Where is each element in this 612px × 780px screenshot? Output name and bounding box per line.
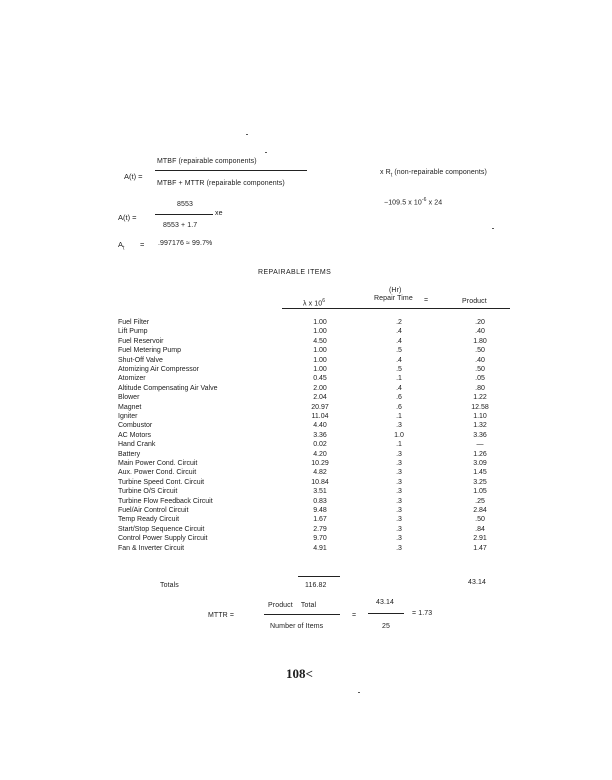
mttr-value-bar bbox=[368, 613, 404, 614]
table-row bbox=[0, 412, 612, 421]
formula-denominator: MTBF + MTTR (repairable components) bbox=[157, 180, 285, 187]
formula-lhs: A(t) = bbox=[124, 172, 143, 181]
table-row bbox=[0, 356, 612, 365]
formula-xe: xe bbox=[215, 210, 223, 217]
item-repair-time: .3 bbox=[396, 535, 402, 543]
table-row bbox=[0, 506, 612, 515]
header-equals: = bbox=[424, 297, 429, 304]
item-name: Atomizer bbox=[118, 375, 146, 383]
item-repair-time: .4 bbox=[396, 337, 402, 345]
totals-label: Totals bbox=[160, 582, 179, 589]
table-row bbox=[0, 515, 612, 524]
item-name: Magnet bbox=[118, 403, 142, 411]
item-repair-time: .5 bbox=[396, 366, 402, 373]
table-row bbox=[0, 384, 612, 393]
table-row bbox=[0, 403, 612, 412]
item-failure-rate: 9.48 bbox=[313, 507, 327, 514]
mttr-label: MTTR = bbox=[208, 612, 235, 619]
header-lambda-base: λ x 10 bbox=[303, 300, 323, 308]
availability-subscript: t bbox=[123, 245, 125, 252]
formula-fraction-bar-2 bbox=[155, 214, 213, 215]
item-failure-rate: 10.29 bbox=[311, 460, 329, 467]
scan-speck bbox=[265, 152, 267, 153]
item-name: Turbine Flow Feedback Circuit bbox=[118, 497, 213, 505]
header-repair-time: Repair Time bbox=[374, 295, 413, 302]
exponent-base: −109.5 x 10 bbox=[384, 199, 422, 207]
item-name: Turbine Speed Cont. Circuit bbox=[118, 478, 205, 486]
item-product: 3.25 bbox=[473, 478, 487, 486]
exponent-tail: x 24 bbox=[426, 199, 443, 207]
item-repair-time: .3 bbox=[396, 516, 402, 524]
table-row bbox=[0, 534, 612, 543]
item-product: 3.36 bbox=[473, 431, 487, 439]
item-name: Altitude Compensating Air Valve bbox=[118, 384, 218, 392]
item-failure-rate: 1.00 bbox=[313, 356, 327, 364]
item-repair-time: .3 bbox=[396, 422, 402, 430]
item-failure-rate: 1.00 bbox=[313, 319, 327, 326]
item-repair-time: .6 bbox=[396, 394, 402, 402]
item-name: Blower bbox=[118, 394, 140, 402]
item-failure-rate: 4.50 bbox=[313, 337, 327, 345]
formula-numerator: MTBF (repairable components) bbox=[157, 158, 257, 165]
item-product: .05 bbox=[475, 375, 485, 383]
table-row bbox=[0, 431, 612, 440]
totals-product: 43.14 bbox=[468, 579, 487, 586]
item-product: .84 bbox=[475, 525, 485, 533]
item-repair-time: .3 bbox=[396, 544, 402, 552]
item-failure-rate: 0.45 bbox=[313, 375, 327, 383]
item-product: .40 bbox=[475, 356, 485, 364]
mttr-equals: = bbox=[352, 612, 357, 619]
item-repair-time: .4 bbox=[396, 328, 402, 336]
item-name: Start/Stop Sequence Circuit bbox=[118, 525, 205, 533]
item-repair-time: .2 bbox=[396, 319, 402, 326]
table-title: REPAIRABLE ITEMS bbox=[258, 269, 332, 276]
scan-speck bbox=[246, 134, 248, 135]
item-failure-rate: 3.51 bbox=[313, 488, 327, 496]
item-repair-time: .3 bbox=[396, 507, 402, 514]
table-row bbox=[0, 440, 612, 449]
table-row bbox=[0, 487, 612, 496]
item-product: .20 bbox=[475, 319, 485, 326]
formula-fraction-bar bbox=[155, 170, 307, 171]
header-lambda bbox=[303, 298, 325, 307]
item-failure-rate: 0.83 bbox=[313, 497, 327, 505]
item-failure-rate: 1.00 bbox=[313, 366, 327, 373]
header-rule bbox=[282, 308, 510, 309]
item-name: Combustor bbox=[118, 422, 153, 430]
availability-symbol: A bbox=[118, 240, 124, 249]
item-failure-rate: 1.67 bbox=[313, 516, 327, 524]
page-number: 108< bbox=[286, 666, 313, 681]
exponent-power: -6 bbox=[421, 197, 427, 203]
item-product: 1.05 bbox=[473, 488, 487, 496]
header-product: Product bbox=[462, 298, 487, 305]
formula-lhs-2: A(t) = bbox=[118, 213, 137, 222]
item-failure-rate: 4.40 bbox=[313, 422, 327, 430]
item-name: Battery bbox=[118, 450, 141, 458]
table-row bbox=[0, 497, 612, 506]
item-name: Fuel Filter bbox=[118, 319, 150, 326]
item-name: Atomizing Air Compressor bbox=[118, 366, 199, 373]
item-repair-time: .4 bbox=[396, 356, 402, 364]
item-failure-rate: 2.04 bbox=[313, 394, 327, 402]
item-repair-time: .3 bbox=[396, 450, 402, 458]
totals-rule-lambda bbox=[298, 576, 340, 577]
item-failure-rate: 4.20 bbox=[313, 450, 327, 458]
item-failure-rate: 20.97 bbox=[311, 403, 329, 411]
item-product: 2.84 bbox=[473, 507, 487, 514]
header-lambda-power: 6 bbox=[322, 298, 326, 304]
table-row bbox=[0, 318, 612, 327]
item-failure-rate: 11.04 bbox=[311, 413, 329, 420]
item-failure-rate: 3.36 bbox=[313, 431, 327, 439]
item-name: Igniter bbox=[118, 413, 138, 420]
table-row bbox=[0, 327, 612, 336]
item-name: Temp Ready Circuit bbox=[118, 516, 180, 524]
item-product: 1.26 bbox=[473, 450, 487, 458]
reliability-term bbox=[380, 169, 487, 178]
table-row bbox=[0, 544, 612, 553]
mttr-den-value: 25 bbox=[382, 623, 390, 630]
item-product: 1.10 bbox=[473, 413, 487, 420]
mttr-result: = 1.73 bbox=[412, 610, 433, 617]
item-repair-time: .6 bbox=[396, 403, 402, 411]
item-product: .50 bbox=[475, 366, 485, 373]
item-name: Turbine O/S Circuit bbox=[118, 488, 178, 496]
item-name: Shut-Off Valve bbox=[118, 356, 163, 364]
item-failure-rate: 1.00 bbox=[313, 347, 327, 355]
item-product: .25 bbox=[475, 497, 485, 505]
item-repair-time: .3 bbox=[396, 460, 402, 467]
item-failure-rate: 4.82 bbox=[313, 469, 327, 477]
availability-result bbox=[118, 240, 124, 252]
item-failure-rate: 2.79 bbox=[313, 525, 327, 533]
item-failure-rate: 2.00 bbox=[313, 384, 327, 392]
item-name: Fuel/Air Control Circuit bbox=[118, 507, 189, 514]
exponent-expression bbox=[384, 197, 442, 206]
item-repair-time: .5 bbox=[396, 347, 402, 355]
item-name: Control Power Supply Circuit bbox=[118, 535, 208, 543]
item-failure-rate: 0.02 bbox=[313, 441, 327, 449]
item-name: Lift Pump bbox=[118, 328, 148, 336]
item-repair-time: .3 bbox=[396, 497, 402, 505]
item-repair-time: 1.0 bbox=[394, 431, 404, 439]
table-row bbox=[0, 421, 612, 430]
table-row bbox=[0, 525, 612, 534]
table-row bbox=[0, 365, 612, 374]
item-product: 3.09 bbox=[473, 460, 487, 467]
item-repair-time: .4 bbox=[396, 384, 402, 392]
availability-value: .997176 ≈ 99.7% bbox=[158, 240, 213, 247]
totals-lambda: 116.82 bbox=[305, 582, 327, 589]
item-name: Fan & Inverter Circuit bbox=[118, 544, 185, 552]
mttr-num-value: 43.14 bbox=[376, 599, 395, 606]
item-product: .80 bbox=[475, 384, 485, 392]
item-product: .40 bbox=[475, 328, 485, 336]
table-row bbox=[0, 468, 612, 477]
item-product: 1.80 bbox=[473, 337, 487, 345]
item-failure-rate: 4.91 bbox=[313, 544, 327, 552]
item-product: 12.58 bbox=[471, 403, 489, 411]
table-row bbox=[0, 450, 612, 459]
item-repair-time: .3 bbox=[396, 469, 402, 477]
formula-denominator-2: 8553 + 1.7 bbox=[163, 222, 198, 229]
mttr-fraction-bar bbox=[264, 614, 340, 615]
item-name: Fuel Reservoir bbox=[118, 337, 164, 345]
item-repair-time: .1 bbox=[396, 413, 402, 420]
table-row bbox=[0, 346, 612, 355]
item-product: .50 bbox=[475, 347, 485, 355]
reliability-label: (non-repairable components) bbox=[394, 169, 487, 176]
item-repair-time: .3 bbox=[396, 488, 402, 496]
availability-equals: = bbox=[140, 240, 145, 249]
item-product: .50 bbox=[475, 516, 485, 524]
item-repair-time: .1 bbox=[396, 375, 402, 383]
item-name: Aux. Power Cond. Circuit bbox=[118, 469, 197, 477]
item-name: AC Motors bbox=[118, 431, 152, 439]
table-row bbox=[0, 393, 612, 402]
item-product: 1.45 bbox=[473, 469, 487, 477]
formula-numerator-2: 8553 bbox=[177, 201, 193, 208]
scan-speck bbox=[492, 228, 494, 229]
reliability-times: x R bbox=[380, 169, 391, 176]
item-name: Fuel Metering Pump bbox=[118, 347, 182, 355]
header-hr: (Hr) bbox=[389, 287, 402, 294]
table-row bbox=[0, 459, 612, 468]
item-repair-time: .1 bbox=[396, 441, 402, 449]
table-row bbox=[0, 337, 612, 346]
scan-speck bbox=[358, 692, 360, 693]
item-repair-time: .3 bbox=[396, 478, 402, 486]
reliability-subscript: t bbox=[390, 172, 393, 179]
item-name: Main Power Cond. Circuit bbox=[118, 460, 198, 467]
table-row bbox=[0, 478, 612, 487]
item-product: 1.22 bbox=[473, 394, 487, 402]
table-row bbox=[0, 374, 612, 383]
item-product: — bbox=[476, 441, 484, 449]
item-product: 1.32 bbox=[473, 422, 487, 430]
item-product: 2.91 bbox=[473, 535, 487, 543]
mttr-numerator: Product Total bbox=[268, 602, 317, 609]
item-failure-rate: 10.84 bbox=[311, 478, 329, 486]
item-repair-time: .3 bbox=[396, 525, 402, 533]
item-failure-rate: 9.70 bbox=[313, 535, 327, 543]
item-name: Hand Crank bbox=[118, 441, 156, 449]
mttr-denominator: Number of Items bbox=[270, 623, 324, 630]
item-failure-rate: 1.00 bbox=[313, 328, 327, 336]
item-product: 1.47 bbox=[473, 544, 487, 552]
